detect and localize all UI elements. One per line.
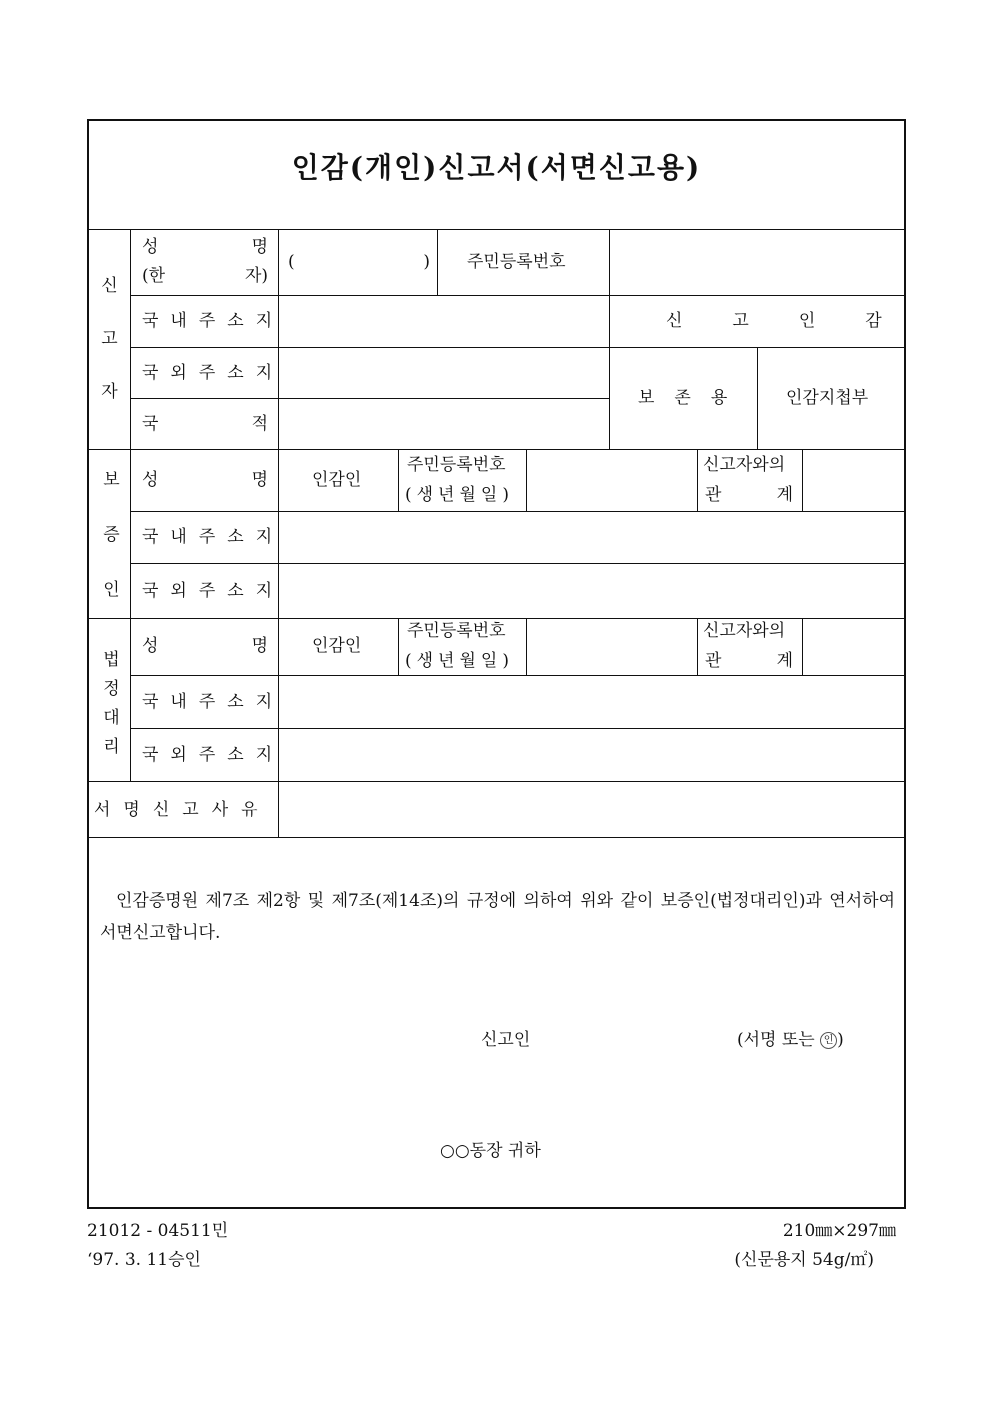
legal-rep-relation-field[interactable] [803,619,904,675]
legal-rep-relation-label: 신고자와의 [703,621,786,641]
form-title: 인감(개인)신고서(서면신고용) [291,151,702,184]
statement-text: 인감증명원 제7조 제2항 및 제7조(제14조)의 규정에 의하여 위와 같이 보증인(법정대리인)과 연서하여 서면신고합니다. [100,891,895,943]
legal-rep-birth-label: (생년월일) [405,651,514,671]
preservation-label: 보존용 [638,388,748,408]
reporter-domestic-address-field[interactable] [279,296,609,347]
paper-type: (신문용지 54g/㎡) [734,1250,874,1270]
legal-rep-domestic-address-field[interactable] [279,676,904,728]
guarantor-section-label: 보증인 [99,470,119,635]
form-number: 21012 - 04511민 [87,1221,229,1241]
recipient: ○○동장 귀하 [440,1141,541,1161]
guarantor-birth-label: (생년월일) [405,485,514,505]
guarantor-foreign-address-field[interactable] [279,564,904,618]
paper-size: 210㎜×297㎜ [782,1221,896,1241]
reporter-foreign-address-field[interactable] [279,348,609,398]
legal-rep-section-label: 법정대리 [99,650,119,766]
legal-rep-name-label: 성 명 [142,636,268,656]
reporter-domestic-address-label: 국내주소지 [142,311,285,331]
reporter-name-label: 성 명 [142,237,268,257]
reporter-section-label: 신고자 [97,275,117,435]
legal-rep-foreign-address-label: 국외주소지 [142,745,285,765]
seal-stamp-icon: 인 [820,1032,837,1049]
reporter-resident-number-field[interactable] [610,230,904,295]
guarantor-domestic-address-field[interactable] [279,512,904,563]
guarantor-name-label: 성 명 [142,470,268,490]
guarantor-relation-field[interactable] [803,450,904,511]
sign-hint: (서명 또는 인 ) [737,1030,844,1050]
legal-rep-resident-number-label: 주민등록번호 [407,621,506,641]
seal-paper-label: 인감지첩부 [786,388,869,408]
reporter-nationality-label: 국 적 [142,414,268,434]
signer-label: 신고인 [481,1030,531,1050]
reason-field[interactable] [279,782,904,837]
seal-report-label: 신고인감 [666,311,932,331]
signer-name-field[interactable] [545,1025,725,1055]
guarantor-relation-label: 신고자와의 [703,455,786,475]
legal-rep-foreign-address-field[interactable] [279,729,904,781]
reason-label: 서명신고사유 [94,800,271,820]
reporter-hanja-label: (한 자) [142,266,268,286]
approval-date: ‘97. 3. 11승인 [87,1250,201,1270]
reporter-nationality-field[interactable] [279,399,609,449]
guarantor-foreign-address-label: 국외주소지 [142,581,285,601]
guarantor-domestic-address-label: 국내주소지 [142,527,285,547]
legal-rep-domestic-address-label: 국내주소지 [142,692,285,712]
guarantor-seal-label: 인감인 [312,470,362,490]
legal-rep-seal-label: 인감인 [312,636,362,656]
reporter-hanja-field[interactable]: ( ) [288,252,430,272]
reporter-foreign-address-label: 국외주소지 [142,363,285,383]
guarantor-resident-number-field[interactable] [527,450,697,511]
guarantor-resident-number-label: 주민등록번호 [407,455,506,475]
legal-rep-relation-label-2: 관 계 [705,651,793,671]
reporter-resident-number-label: 주민등록번호 [467,252,566,272]
guarantor-relation-label-2: 관 계 [705,485,793,505]
legal-rep-resident-number-field[interactable] [527,619,697,675]
